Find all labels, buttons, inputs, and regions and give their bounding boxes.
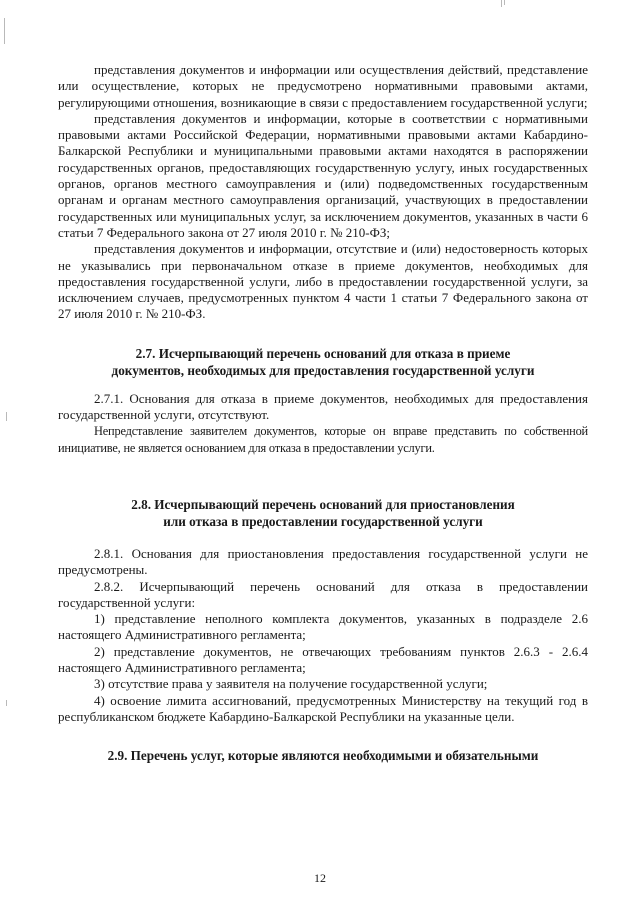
section-heading-2-8 [58, 496, 588, 530]
section-heading-2-7-line1: 2.7. Исчерпывающий перечень оснований для отказа в приеме [135, 345, 511, 361]
section-heading-2-8-line1: 2.8. Исчерпывающий перечень оснований для приостановления [131, 496, 515, 512]
paragraph-2-8-2: 2.8.2. Исчерпывающий перечень оснований для отказа в предоставлении государственной услуги: [58, 578, 588, 610]
list-item: 1) представление неполного комплекта документов, указанных в подразделе 2.6 настоящего Административного регламента; [58, 611, 588, 643]
paragraph-2-7-non-submission: Непредставление заявителем документов, которые он вправе представить по собственной инициативе, не является основанием для отказа в предоставлении услуги. [58, 424, 588, 455]
section-heading-2-8-line2: или отказа в предоставлении государственной услуги [163, 513, 483, 529]
paragraph-2-7-1: 2.7.1. Основания для отказа в приеме документов, необходимых для предоставления государственной услуги, отсутствуют. [58, 390, 588, 423]
section-heading-2-9: 2.9. Перечень услуг, которые являются необходимыми и обязательными [107, 748, 539, 764]
paragraph-representation-actions: представления документов и информации или осуществления действий, представление или осуществление, которых не предусмотрено нормативными правовыми актами, регулирующими отношения, возникающие в связи с предоставлением государственной услуги; [58, 62, 588, 110]
scan-artifact-mark [4, 18, 5, 44]
scan-artifact-mark [6, 412, 7, 421]
list-item: 3) отсутствие права у заявителя на получение государственной услуги; [94, 676, 488, 692]
paragraph-documents-in-possession: представления документов и информации, которые в соответствии с нормативными правовыми актами Российской Федерации, нормативными правовыми актами Кабардино-Балкарской Республики и муниципальными правовыми актами находятся в распоряжении государственных органов, предоставляющих государственную услугу, иных государственных органов, органов местного самоуправления и (или) подведомственных государственным органам и органам местного самоуправления организаций, участвующих в предоставлении государственных или муниципальных услуг, за исключением документов, указанных в части 6 статьи 7 Федерального закона от 27 июля 2010 г. № 210-ФЗ; [58, 110, 588, 240]
scan-artifact-mark [6, 700, 7, 706]
list-item: 4) освоение лимита ассигнований, предусмотренных Министерству на текущий год в республиканском бюджете Кабардино-Балкарской Республики на указанные цели. [58, 692, 588, 724]
section-heading-2-7-line2: документов, необходимых для предоставления государственной услуги [111, 362, 535, 378]
section-heading-2-7 [58, 345, 588, 379]
list-item: 2) представление документов, не отвечающих требованиям пунктов 2.6.3 - 2.6.4 настоящего Административного регламента; [58, 643, 588, 676]
scan-artifact-mark [501, 0, 502, 7]
paragraph-documents-not-indicated: представления документов и информации, отсутствие и (или) недостоверность которых не указывались при первоначальном отказе в приеме документов, необходимых для предоставления государственной услуги, либо в предоставлении государственной услуги, за исключением случаев, предусмотренных пунктом 4 части 1 статьи 7 Федерального закона от 27 июля 2010 г. № 210-ФЗ. [58, 241, 588, 322]
scan-artifact-mark [504, 0, 505, 5]
page-number: 12 [314, 871, 326, 885]
document-body [58, 62, 588, 764]
paragraph-2-8-1: 2.8.1. Основания для приостановления предоставления государственной услуги не предусмотрены. [58, 545, 588, 578]
